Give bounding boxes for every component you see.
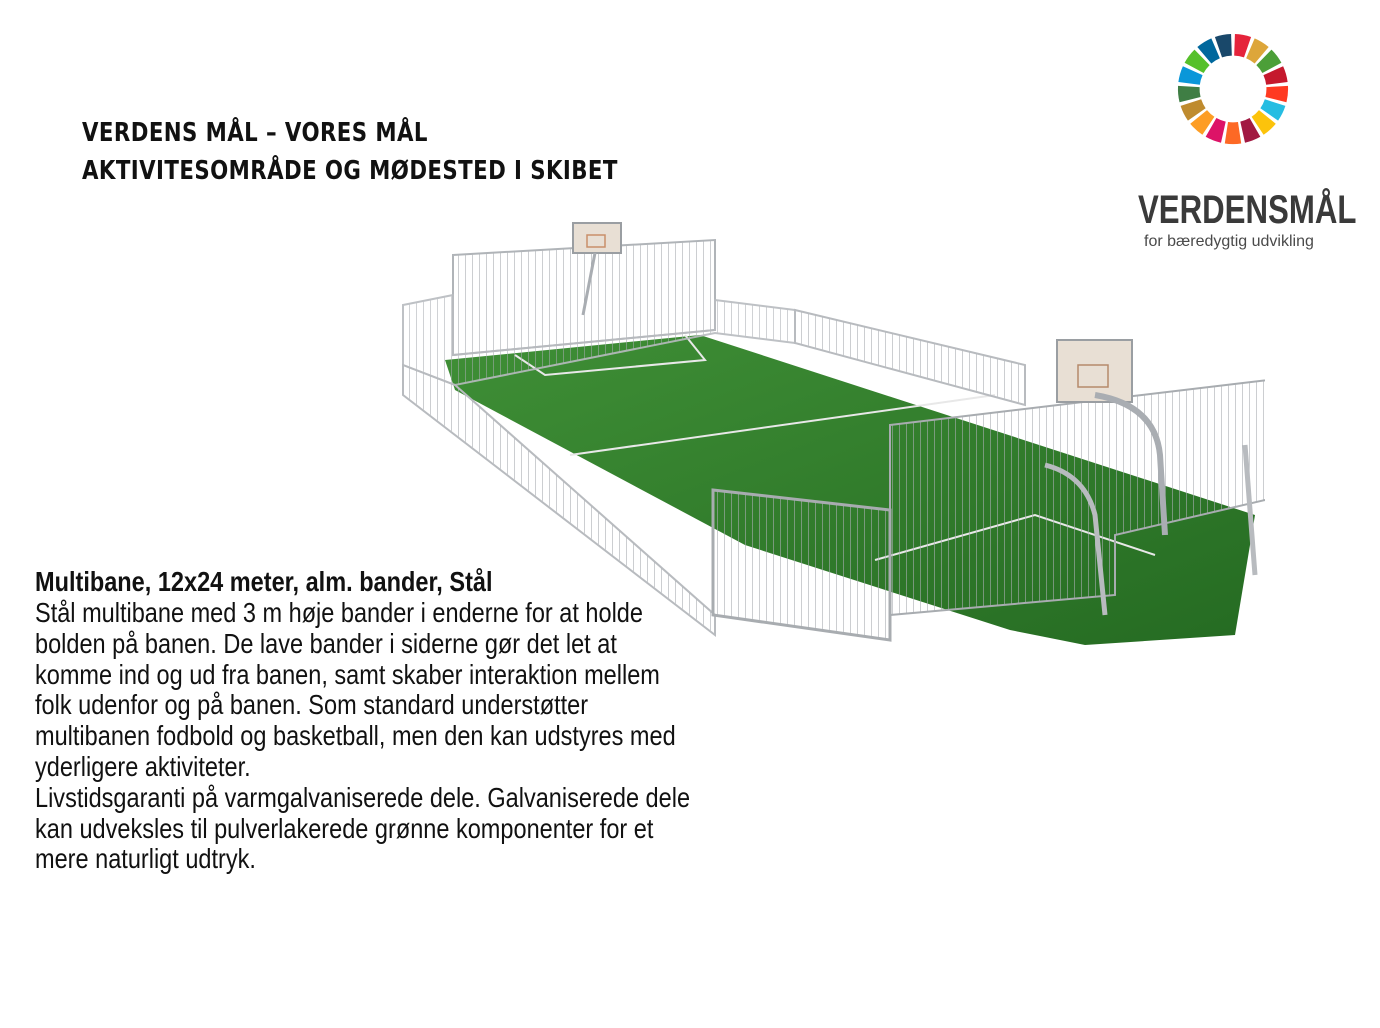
title-line-1: VERDENS MÅL – VORES MÅL [82,118,428,148]
description-line: komme ind og ud fra banen, samt skaber interaktion mellem [35,658,660,690]
description-line: mere naturligt udtryk. [35,843,256,875]
description-line: Livstidsgaranti på varmgalvaniserede dele. Galvaniserede dele [35,781,691,813]
far-backboard [573,223,621,253]
description-line: kan udveksles til pulverlakerede grønne komponenter for et [35,812,654,844]
sdg-wheel-segment [1265,86,1288,102]
sdg-wheel-segment [1225,122,1241,144]
description-line: yderligere aktiviteter. [35,750,251,782]
verdensmaal-logo [1130,30,1357,250]
description-heading: Multibane, 12x24 meter, alm. bander, Stål [35,566,493,597]
description-line: multibanen fodbold og basketball, men den kan udstyres med [35,720,676,752]
near-end-low-panel [713,490,890,640]
description-line: Stål multibane med 3 m høje bander i enderne for at holde [35,597,643,628]
logo-tagline: for bæredygtig udvikling [1144,233,1314,250]
near-backboard [1057,340,1132,402]
sdg-wheel-segment [1178,86,1201,102]
title-line-2: AKTIVITESOMRÅDE OG MØDESTED I SKIBET [82,156,618,186]
page-title [82,114,618,190]
sdg-wheel-icon [1174,30,1292,148]
description-block [35,566,735,875]
description-line: bolden på banen. De lave bander i siderne gør det let at [35,627,617,659]
logo-wordmark: VERDENSMÅL [1138,188,1357,232]
description-line: folk udenfor og på banen. Som standard understøtter [35,689,589,721]
